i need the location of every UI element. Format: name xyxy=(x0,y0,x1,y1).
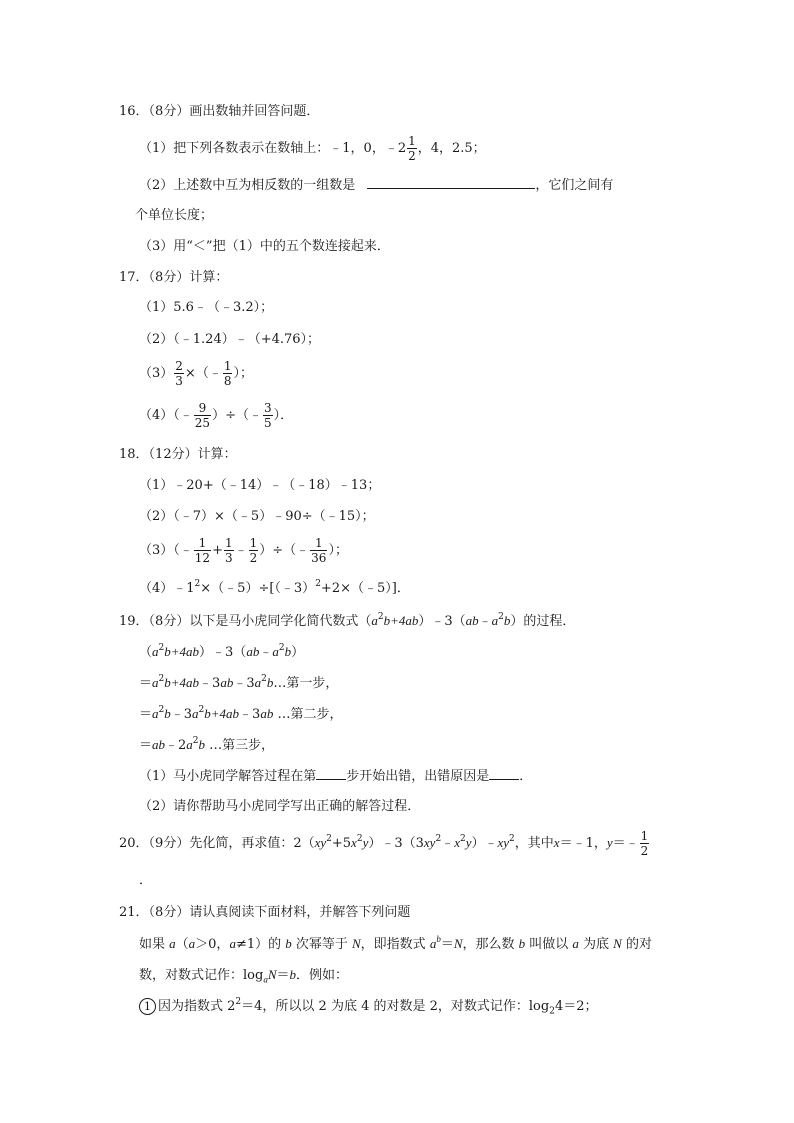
q20-end: ． xyxy=(139,873,153,888)
q21-line2: 数，对数式记作：$\log_aN=b$．例如： xyxy=(139,967,349,985)
q18-part3 xyxy=(139,535,348,567)
q16-part3: （3）用“＜”把（1）中的五个数连接起来． xyxy=(139,239,390,254)
label: （3） xyxy=(139,366,174,381)
q16-title: 16．（8分）画出数轴并回答问题． xyxy=(119,104,320,119)
q16-part2 xyxy=(139,176,613,195)
fraction: $\frac{1}{3}$ xyxy=(224,536,233,565)
q21-example1: 1 因为指数式 $2^2=4$，所以以 2 为底 4 的对数是 2，对数式记作：$\log_24=2$； xyxy=(139,998,597,1016)
operator: ×（﹣ xyxy=(184,366,222,381)
fraction: $\frac{1}{36}$ xyxy=(311,536,327,565)
fraction: $\frac{2}{3}$ xyxy=(175,359,183,388)
fraction: $\frac{3}{5}$ xyxy=(263,401,272,430)
q16-part1-end: ，4，2.5； xyxy=(417,141,486,156)
label: （4）（﹣ xyxy=(139,408,193,423)
q16-part1 xyxy=(139,133,486,165)
q16-part2-end: ，它们之间有 xyxy=(535,178,614,193)
q17-part4 xyxy=(139,400,293,432)
q16-part1-text: （1）把下列各数表示在数轴上：﹣1，0，﹣2 xyxy=(139,141,407,156)
q17-part3 xyxy=(139,358,253,390)
q17-title: 17．（8分）计算： xyxy=(119,270,229,285)
q20-title: 20．（9分）先化简，再求值：$2(xy^2+5x^2y)﹣3(3xy^2﹣x^2y)﹣xy^2$，其中x＝﹣1，y＝﹣ $\frac{1}{2}$ xyxy=(119,829,649,858)
fraction: $\frac{1}{2}$ xyxy=(640,829,649,858)
q19-part1: （1）马小虎同学解答过程在第 步开始出错，出错原因是 ． xyxy=(139,769,533,784)
q18-part1: （1）﹣20+（﹣14）﹣（﹣18）﹣13； xyxy=(139,478,381,493)
end: ）； xyxy=(233,366,253,381)
q16-part2-cont: 个单位长度； xyxy=(135,208,214,223)
operator: ﹣ xyxy=(234,543,248,558)
end: ）； xyxy=(328,543,348,558)
end: ）． xyxy=(273,408,294,423)
q19-step1: $=a^2b+4ab﹣3ab﹣3a^2b\dots$第一步， xyxy=(139,673,339,691)
q17-part1: （1）5.6﹣（﹣3.2）； xyxy=(139,300,274,315)
operator: + xyxy=(212,543,223,558)
fraction: $\frac{1}{2}$ xyxy=(249,536,258,565)
answer-blank[interactable] xyxy=(316,767,346,780)
q21-title: 21．（8分）请认真阅读下面材料，并解答下列问题 xyxy=(119,905,411,920)
q19-line1: $(a^2b+4ab)﹣3(ab﹣a^2b)$ xyxy=(139,642,305,660)
fraction: $\frac{1}{8}$ xyxy=(223,359,232,388)
answer-blank[interactable] xyxy=(367,176,535,189)
q18-title: 18．（12分）计算： xyxy=(119,447,237,462)
q19-title: 19．（8分）以下是马小虎同学化简代数式$(a^2b+4ab)﹣3(ab﹣a^2b)$的过程． xyxy=(119,611,576,629)
q17-part2: （2）（﹣1.24）﹣（+4.76）； xyxy=(139,332,321,347)
answer-blank[interactable] xyxy=(489,767,519,780)
q18-part4: $(4)﹣1^2\times(﹣5)\div[(﹣3)^2+2\times(﹣5)]$． xyxy=(139,578,410,596)
operator: ）÷（﹣ xyxy=(259,543,310,558)
fraction: $\frac{1}{12}$ xyxy=(194,536,211,565)
label: （3）（﹣ xyxy=(139,543,193,558)
circled-number: 1 xyxy=(139,998,156,1015)
q19-step2: $=a^2b﹣3a^2b+4ab﹣3ab$ …第二步， xyxy=(139,704,343,722)
operator: ）÷（﹣ xyxy=(212,408,262,423)
fraction: $\frac{1}{2}$ xyxy=(408,134,416,163)
q19-step3: $=ab﹣2a^2b$ …第三步， xyxy=(139,735,275,753)
fraction: $\frac{9}{25}$ xyxy=(194,401,211,430)
q18-part2: （2）（﹣7）×（﹣5）﹣90÷（﹣15）； xyxy=(139,509,375,524)
q16-part2-text: （2）上述数中互为相反数的一组数是 xyxy=(139,178,360,193)
q19-part2: （2）请你帮助马小虎同学写出正确的解答过程． xyxy=(139,799,421,814)
q21-line1: 如果 a（a＞0，a≠1）的 b 次幂等于 N，即指数式 $a^b=N$，那么数 b 叫做以 a 为底 N 的对 xyxy=(139,933,652,952)
